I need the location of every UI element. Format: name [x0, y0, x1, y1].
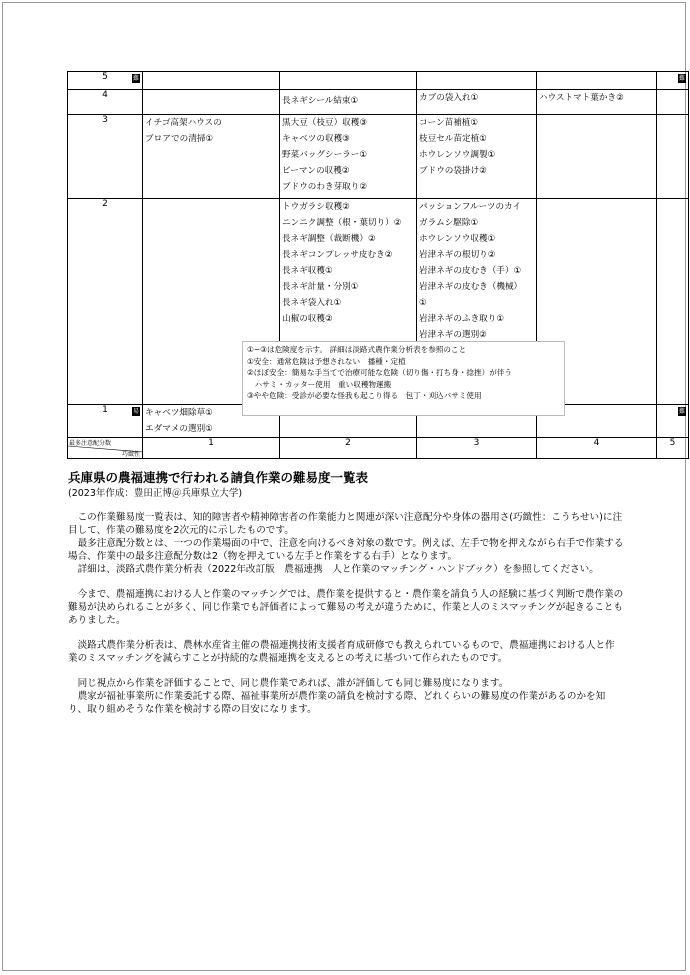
task-item: ハウストマト葉かき② [539, 93, 624, 103]
cell [417, 72, 537, 90]
cell [657, 90, 689, 115]
legend-line: ハサミ・カッター使用 重い収穫物運搬 [247, 379, 392, 389]
cell [417, 115, 537, 199]
task-item: カブの袋入れ① [419, 93, 479, 103]
table-header-row [68, 438, 689, 459]
task-item: ブロアでの清掃① [145, 134, 214, 144]
row-header: 4 [68, 90, 143, 115]
cell [143, 90, 280, 115]
task-item: 山椒の収穫② [282, 314, 333, 324]
task-item: 岩津ネギの皮むき（機械） [419, 282, 523, 292]
row-header: 2 [68, 199, 143, 405]
document-subtitle: (2023年作成：豊田正博＠兵庫県立大学) [68, 488, 243, 499]
cell [280, 90, 417, 115]
cell [537, 90, 657, 115]
task-item: パッションフルーツのカイ [419, 202, 522, 212]
task-item: 長ネギ調整（裁断機）② [282, 234, 376, 244]
task-item: トウガラシ収穫② [282, 202, 350, 212]
cell [657, 72, 689, 90]
body-text [68, 511, 624, 728]
task-item: 長ネギ計量・分別① [282, 282, 359, 292]
task-item: 長ネギコンプレッサ皮むき② [282, 250, 393, 260]
document-title: 兵庫県の農福連携で行われる請負作業の難易度一覧表 [68, 470, 369, 485]
task-item: 枝豆セル苗定植① [419, 134, 487, 144]
task-item: ① [419, 298, 427, 308]
col-header: 1 [143, 438, 280, 459]
paragraph: 淡路式農作業分析表は、農林水産省主催の農福連携技術支援者育成研修でも教えられているもので、農福連携における人と作業のミスマッチングを減らすことが持続的な農福連携を支えるとの考えに基づいて作られたものです。 [68, 640, 615, 664]
col-header: 3 [417, 438, 537, 459]
paragraph: この作業難易度一覧表は、知的障害者や精神障害者の作業能力と関連が深い注意配分や身体の器用さ(巧緻性：こうちせい)に注目して、作業の難易度を2次元的に示したものです。 最多注意配分数とは、一つの作業場面の中で、注意を向けるべき対象の数です。例えば、左手で物を押えながら右手で作業する場合、作業中の最多注意配分数は2（物を押えている左手と作業をする右手）となります。 詳細は、淡路式農作業分析表（2022年改訂版 農福連携 人と作業のマッチング・ハンドブック）を参照してください。 [68, 512, 624, 575]
task-item: ガラムシ駆除① [419, 218, 479, 228]
risk-legend-box [242, 341, 565, 416]
task-item: キャベツの収穫③ [282, 134, 350, 144]
col-header: 2 [280, 438, 417, 459]
difficult-tag: 難 [678, 408, 685, 415]
task-item: エダマメの選別① [145, 424, 213, 434]
legend-line: ②ほぼ安全：簡易な手当てで治療可能な危険（切り傷・打ち身・捻挫）が伴う [247, 368, 512, 378]
task-item: 長ネギ袋入れ① [282, 298, 342, 308]
task-item: ブドウの袋掛け② [419, 166, 487, 176]
cell [657, 115, 689, 199]
task-item: 黒大豆（枝豆）収穫③ [282, 118, 368, 128]
table-row-3 [68, 115, 689, 199]
difficult-tag: 難 [678, 75, 685, 82]
task-item: 岩津ネギのふき取り① [419, 314, 505, 324]
cell [143, 115, 280, 199]
task-item: コーン苗補植① [419, 118, 479, 128]
legend-line: ①~③は危険度を示す。 詳細は淡路式農作業分析表を参照のこと [247, 345, 467, 354]
corner-top-label: 最多注意配分数 [69, 440, 112, 447]
task-item: キャベツ畑除草① [145, 408, 213, 418]
task-item: ホウレンソウ収穫① [419, 234, 496, 244]
cell [657, 199, 689, 405]
col-header: 4 [537, 438, 657, 459]
cell [280, 72, 417, 90]
task-item: ホウレンソウ調製① [419, 150, 496, 160]
task-item: ニンニク調整（根・葉切り）② [282, 218, 402, 228]
task-item: 岩津ネギの皮むき（手）① [419, 266, 522, 276]
corner-cell [68, 438, 143, 459]
table-row-4 [68, 90, 689, 115]
legend-line: ①安全：通常危険は予想されない 播種・定植 [247, 356, 406, 366]
task-item: 岩津ネギの根切り② [419, 250, 496, 260]
col-header: 5 [657, 438, 689, 459]
cell [143, 72, 280, 90]
task-item: 長ネギシール結束① [282, 96, 359, 106]
cell [537, 72, 657, 90]
task-item: 野菜バッグシーラー① [282, 150, 368, 160]
difficult-tag: 難 [132, 75, 139, 82]
cell [657, 405, 689, 438]
task-item: 長ネギ収穫① [282, 266, 333, 276]
row-header: 3 [68, 115, 143, 199]
easy-tag: 易 [132, 408, 139, 415]
corner-bottom-label: 巧緻性 [121, 451, 140, 458]
cell [417, 90, 537, 115]
task-item: 岩津ネギの選別② [419, 330, 487, 340]
cell [280, 115, 417, 199]
paragraph: 同じ視点から作業を評価することで、同じ農作業であれば、誰が評価しても同じ難易度になります。 農家が福祉事業所に作業委託する際、福祉事業所が農作業の請負を検討する際、どれくらいの難易度の作業があるのかを知り、取り組めそうな作業を検討する際の目安になります。 [68, 678, 606, 715]
row-header: 5 難 [68, 72, 143, 90]
row-header: 1 易 [68, 405, 143, 438]
table-row-5 [68, 72, 689, 90]
legend-line: ③やや危険：受診が必要な怪我も起こり得る 包丁・刈込バサミ使用 [247, 391, 482, 401]
cell [537, 115, 657, 199]
task-item: イチゴ高架ハウスの [145, 118, 222, 128]
paragraph: 今まで、農福連携における人と作業のマッチングでは、農作業を提供すると・農作業を請負う人の経験に基づく判断で農作業の難易が決められることが多く、同じ作業でも評価者によって難易の考えが違うために、作業と人のミスマッチングが起きることもありました。 [68, 589, 624, 626]
task-item: ブドウのわき芽取り② [282, 182, 368, 192]
task-item: ピーマンの収穫② [282, 166, 350, 176]
